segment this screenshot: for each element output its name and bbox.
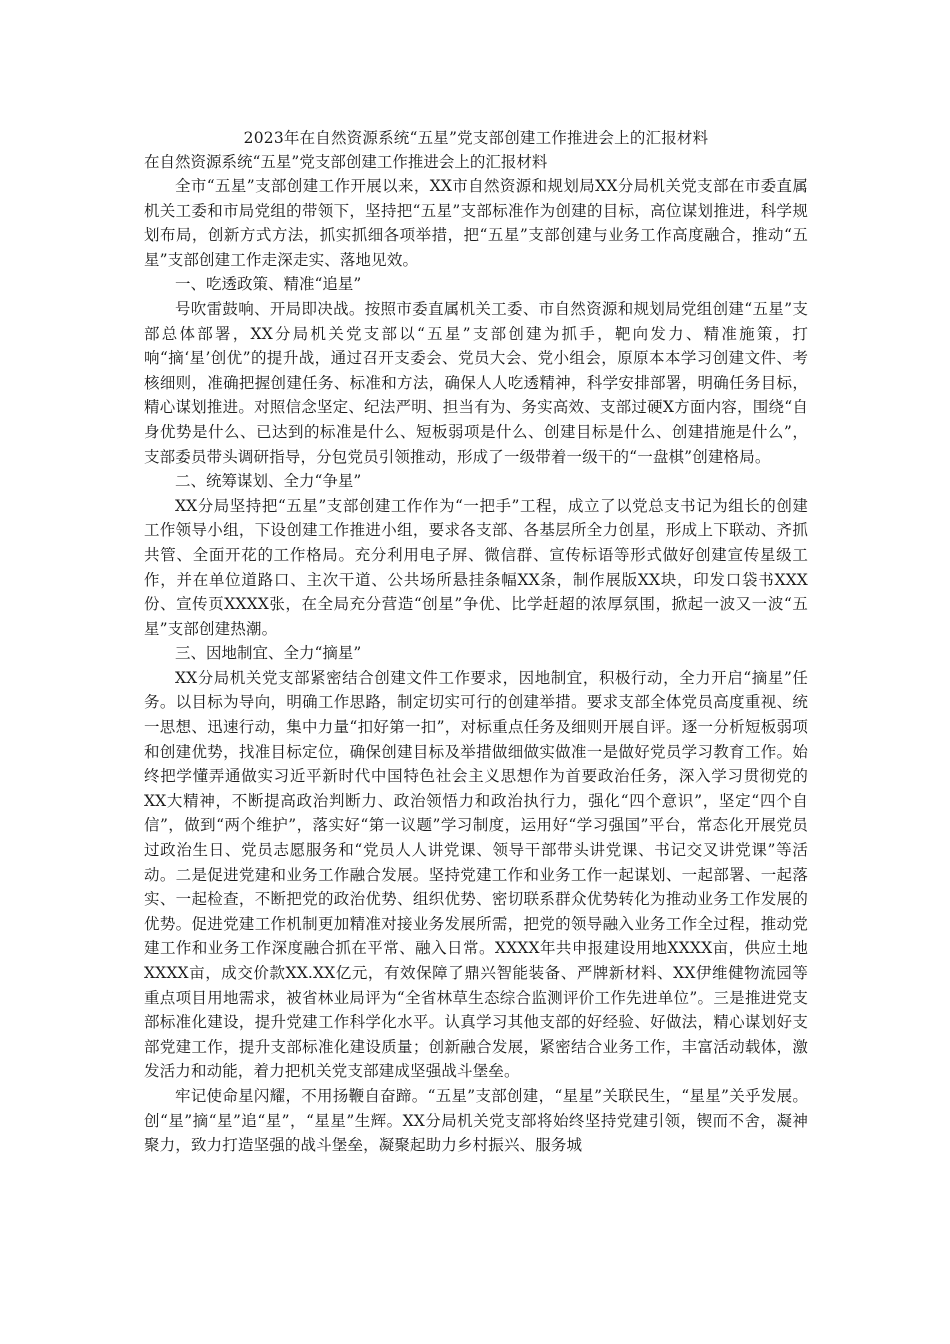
- section-heading-2: 二、统筹谋划、全力“争星”: [175, 472, 362, 491]
- section-body-3: XX分局机关党支部紧密结合创建文件工作要求，因地制宜，积极行动，全力开启“摘星”任务。以目标为导向，明确工作思路，制定切实可行的创建举措。要求支部全体党员高度重视、统一思想、迅速行动，集中力量“扣好第一扣”，对标重点任务及细则开展自评。逐一分析短板弱项和创建优势，找准目标定位，确保创建目标及举措做细做实做准一是做好党员学习教育工作。始终把学懂弄通做实习近平新时代中国特色社会主义思想作为首要政治任务，深入学习贯彻党的XX大精神，不断提高政治判断力、政治领悟力和政治执行力，强化“四个意识”，坚定“四个自信”，做到“两个维护”，落实好“第一议题”学习制度，运用好“学习强国”平台，常态化开展党员过政治生日、党员志愿服务和“党员人人讲党课、领导干部带头讲党课、书记交叉讲党课”等活动。二是促进党建和业务工作融合发展。坚持党建工作和业务工作一起谋划、一起部署、一起落实、一起检查，不断把党的政治优势、组织优势、密切联系群众优势转化为推动业务工作发展的优势。促进党建工作机制更加精准对接业务发展所需，把党的领导融入业务工作全过程，推动党建工作和业务工作深度融合抓在平常、融入日常。XXXX年共申报建设用地XXXX亩，供应土地XXXX亩，成交价款XX.XX亿元，有效保障了鼎兴智能装备、严牌新材料、XX伊维健物流园等重点项目用地需求，被省林业局评为“全省林草生态综合监测评价工作先进单位”。三是推进党支部标准化建设，提升党建工作科学化水平。认真学习其他支部的好经验、好做法，精心谋划好支部党建工作，提升支部标准化建设质量；创新融合发展，紧密结合业务工作，丰富活动载体，激发活力和动能，着力把机关党支部建成坚强战斗堡垒。: [144, 668, 808, 1081]
- closing-paragraph: 牢记使命星闪耀，不用扬鞭自奋蹄。“五星”支部创建，“星星”关联民生，“星星”关乎发展。创“星”摘“星”追“星”，“星星”生辉。XX分局机关党支部将始终坚持党建引领，锲而不舍，凝神聚力，致力打造坚强的战斗堡垒，凝聚起助力乡村振兴、服务城: [144, 1086, 808, 1155]
- intro-paragraph: 全市“五星”支部创建工作开展以来，XX市自然资源和规划局XX分局机关党支部在市委直属机关工委和市局党组的带领下，坚持把“五星”支部标准作为创建的目标，高位谋划推进，科学规划布局，创新方式方法，抓实抓细各项举措，把“五星”支部创建与业务工作高度融合，推动“五星”支部创建工作走深走实、落地见效。: [144, 177, 808, 269]
- document-page: [144, 126, 808, 1158]
- section-heading-1: 一、吃透政策、精准“追星”: [175, 275, 362, 294]
- section-body-2: XX分局坚持把“五星”支部创建工作作为“一把手”工程，成立了以党总支书记为组长的创建工作领导小组，下设创建工作推进小组，要求各支部、各基层所全力创星，形成上下联动、齐抓共管、全面开花的工作格局。充分利用电子屏、微信群、宣传标语等形式做好创建宣传星级工作，并在单位道路口、主次干道、公共场所悬挂条幅XX条，制作展版XX块，印发口袋书XXX份、宣传页XXXX张，在全局充分营造“创星”争优、比学赶超的浓厚氛围，掀起一波又一波“五星”支部创建热潮。: [144, 496, 808, 638]
- document-title: 2023年在自然资源系统“五星”党支部创建工作推进会上的汇报材料: [243, 129, 709, 147]
- section-heading-3: 三、因地制宜、全力“摘星”: [175, 644, 362, 663]
- document-subtitle: 在自然资源系统“五星”党支部创建工作推进会上的汇报材料: [144, 153, 548, 171]
- section-body-1: 号吹雷鼓响、开局即决战。按照市委直属机关工委、市自然资源和规划局党组创建“五星”支部总体部署，XX分局机关党支部以“五星”支部创建为抓手，靶向发力、精准施策，打响“摘‘星’创优”的提升战，通过召开支委会、党员大会、党小组会，原原本本学习创建文件、考核细则，准确把握创建任务、标准和方法，确保人人吃透精神，科学安排部署，明确任务目标，精心谋划推进。对照信念坚定、纪法严明、担当有为、务实高效、支部过硬X方面内容，围绕“自身优势是什么、已达到的标准是什么、短板弱项是什么、创建目标是什么、创建措施是什么”，支部委员带头调研指导，分包党员引领推动，形成了一级带着一级干的“一盘棋”创建格局。: [144, 299, 808, 466]
